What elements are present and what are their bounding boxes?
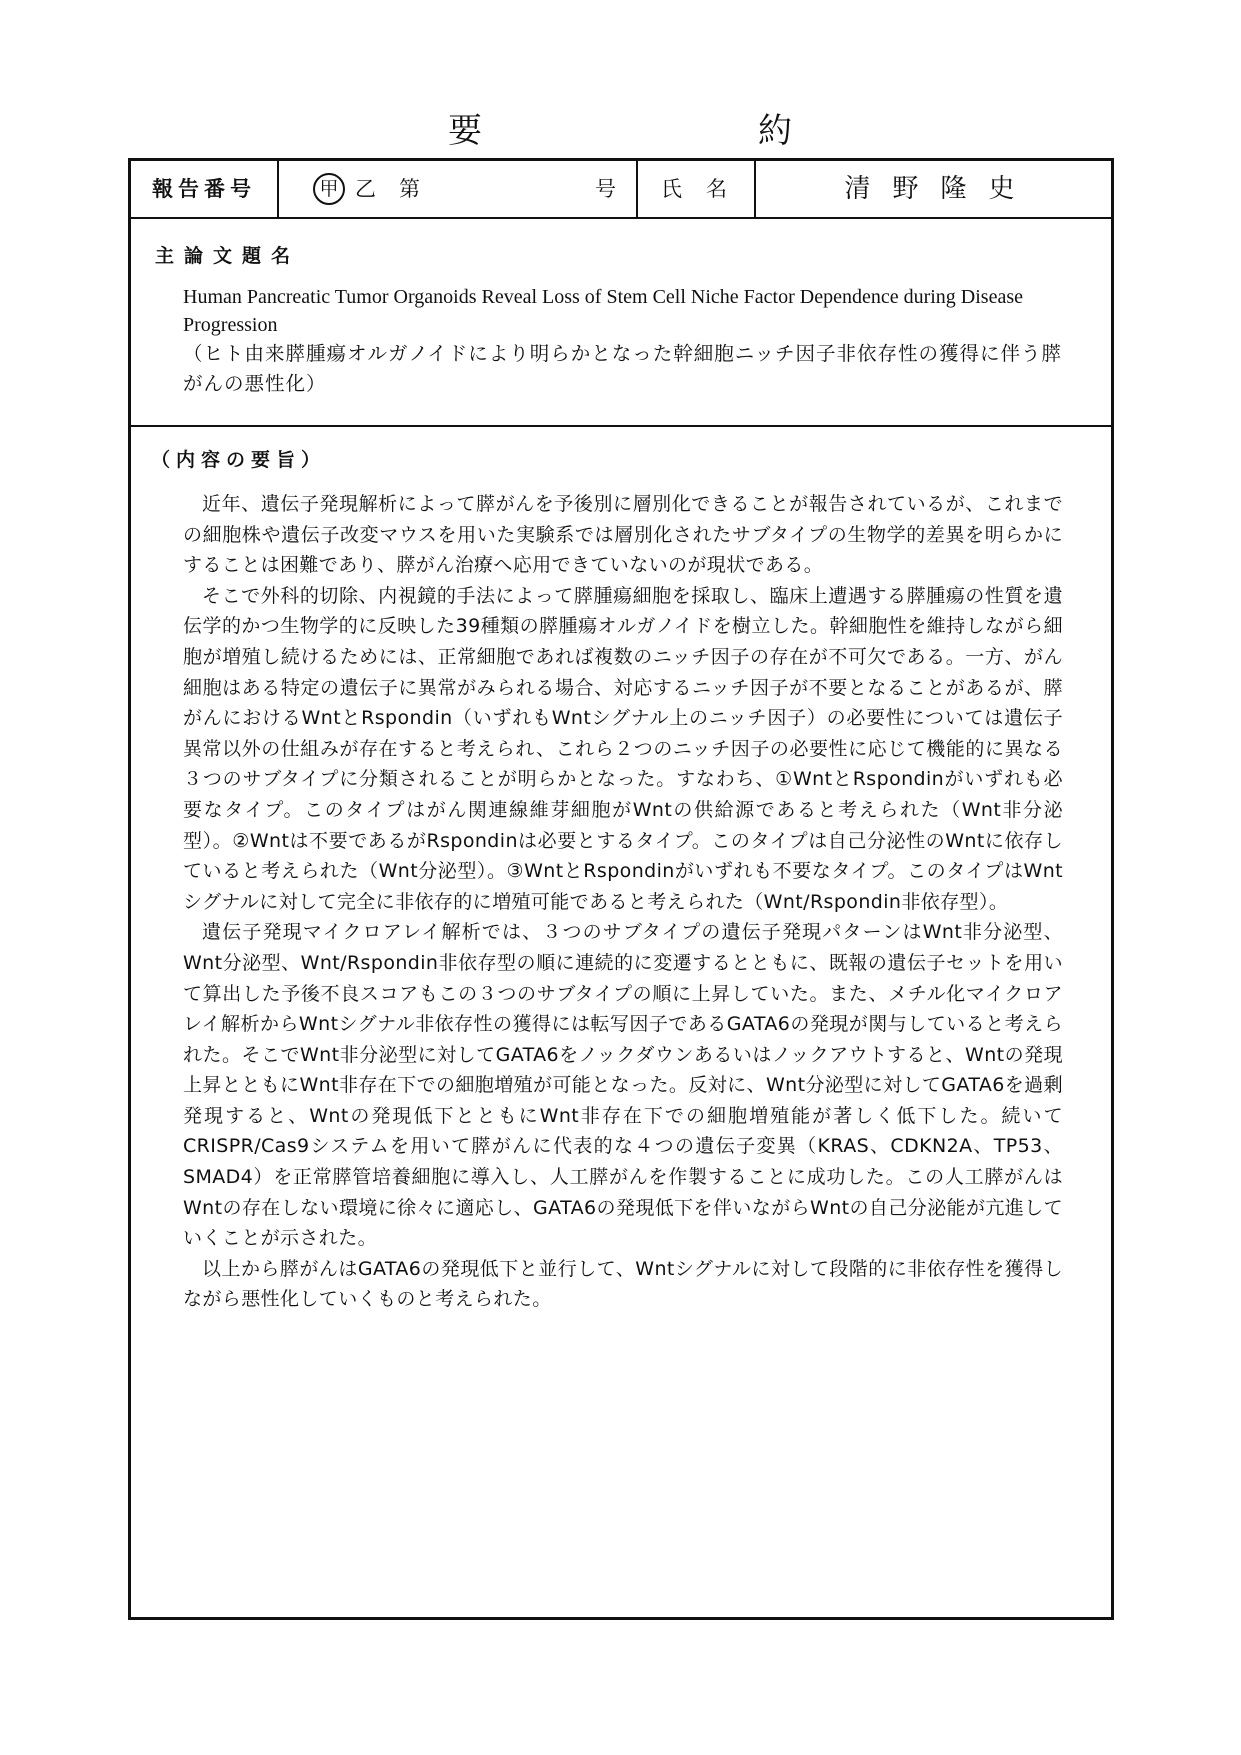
summary-paragraph: 遺伝子発現マイクロアレイ解析では、３つのサブタイプの遺伝子発現パターンはWnt非分泌型、Wnt分泌型、Wnt/Rspondin非依存型の順に連続的に変遷するとともに、既報の遺伝子セットを用いて算出した予後不良スコアもこの３つのサブタイプの順に上昇していた。また、メチル化マイクロアレイ解析からWntシグナル非依存性の獲得には転写因子であるGATA6の発現が関与していると考えられた。そこでWnt非分泌型に対してGATA6をノックダウンあるいはノックアウトすると、Wntの発現上昇とともにWnt非存在下での細胞増殖が可能となった。反対に、Wnt分泌型に対してGATA6を過剰発現すると、Wntの発現低下とともにWnt非存在下での細胞増殖能が著しく低下した。続いてCRISPR/Cas9システムを用いて膵がんに代表的な４つの遺伝子変異（KRAS、CDKN2A、TP53、SMAD4）を正常膵管培養細胞に導入し、人工膵がんを作製することに成功した。この人工膵がんはWntの存在しない環境に徐々に適応し、GATA6の発現低下を伴いながらWntの自己分泌能が亢進していくことが示された。 <box>183 921 1063 1250</box>
thesis-title-label: 主論文題名 <box>155 245 301 267</box>
header-row <box>131 161 1111 219</box>
summary-paragraph: そこで外科的切除、内視鏡的手法によって膵腫瘍細胞を採取し、臨床上遭遇する膵腫瘍の性質を遺伝学的かつ生物学的に反映した39種類の膵腫瘍オルガノイドを樹立した。幹細胞性を維持しながら細胞が増殖し続けるためには、正常細胞であれば複数のニッチ因子の存在が不可欠である。一方、がん細胞はある特定の遺伝子に異常がみられる場合、対応するニッチ因子が不要となることがあるが、膵がんにおけるWntとRspondin（いずれもWntシグナル上のニッチ因子）の必要性については遺伝子異常以外の仕組みが存在すると考えられ、これら２つのニッチ因子の必要性に応じて機能的に異なる３つのサブタイプに分類されることが明らかとなった。すなわち、①WntとRspondinがいずれも必要なタイプ。このタイプはがん関連線維芽細胞がWntの供給源であると考えられた（Wnt非分泌型）。②Wntは不要であるがRspondinは必要とするタイプ。このタイプは自己分泌性のWntに依存していると考えられた（Wnt分泌型）。③WntとRspondinがいずれも不要なタイプ。このタイプはWntシグナルに対して完全に非依存的に増殖可能であると考えられた（Wnt/Rspondin非依存型）。 <box>183 584 1063 913</box>
thesis-title-english: Human Pancreatic Tumor Organoids Reveal Loss of Stem Cell Niche Factor Dependence during Disease Progression <box>183 286 1023 336</box>
summary-paragraph: 近年、遺伝子発現解析によって膵がんを予後別に層別化できることが報告されているが、これまでの細胞株や遺伝子改変マウスを用いた実験系では層別化されたサブタイプの生物学的差異を明らかにすることは困難であり、膵がん治療へ応用できていないのが現状である。 <box>183 493 1063 577</box>
summary-paragraph: 以上から膵がんはGATA6の発現低下と並行して、Wntシグナルに対して段階的に非依存性を獲得しながら悪性化していくものと考えられた。 <box>183 1257 1063 1311</box>
thesis-title-japanese: （ヒト由来膵腫瘍オルガノイドにより明らかとなった幹細胞ニッチ因子非依存性の獲得に伴う膵がんの悪性化） <box>183 342 1062 395</box>
otsu-mark: 乙 <box>355 177 376 201</box>
name-value: 清野隆史 <box>844 174 1037 204</box>
kou-circled-mark: 甲 <box>313 173 345 205</box>
document-title-char-2: 約 <box>758 111 792 151</box>
name-label: 氏名 <box>638 161 756 217</box>
thesis-title-section <box>131 219 1111 427</box>
report-number-cell <box>279 161 638 217</box>
document-title-char-1: 要 <box>448 111 482 151</box>
go-label: 号 <box>595 177 616 201</box>
dai-label: 第 <box>399 177 420 201</box>
content-summary-label: （内容の要旨） <box>151 449 327 471</box>
summary-form <box>128 158 1114 1620</box>
content-summary-body <box>183 489 1063 1315</box>
report-number-label: 報告番号 <box>131 161 279 217</box>
document-title <box>0 108 1241 154</box>
